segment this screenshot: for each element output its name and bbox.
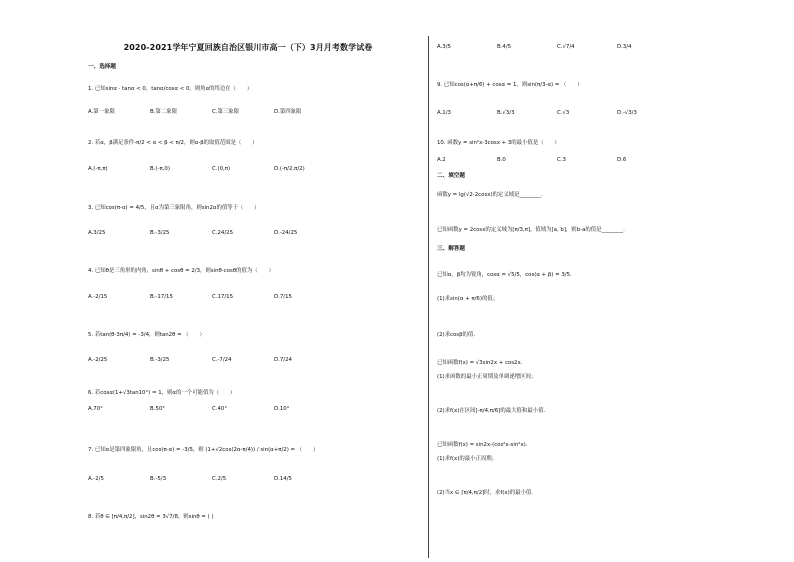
option-a: A.-2/25	[88, 357, 108, 363]
page-title: 2020-2021学年宁夏回族自治区银川市高一（下）3月月考数学试卷	[123, 43, 373, 52]
left-column	[88, 0, 418, 562]
option-b: B.第二象限	[150, 109, 177, 115]
question-1: 1. 已知sinα · tanα < 0，tanα/cosα < 0，则角α的终边在（ ）	[88, 86, 253, 92]
option-c: C.3	[557, 157, 566, 163]
option-d: D.(-π/2,π/2)	[274, 166, 305, 172]
question-9: 9. 已知cos(α+π/6) + cosα = 1，则sin(π/3-α) = （ ）	[437, 82, 583, 88]
question-6-options	[88, 406, 408, 414]
question-5: 5. 若tan(θ-3π/4) = -3/4，则tan2θ = （ ）	[88, 332, 205, 338]
question-4: 4. 已知θ是三角形的内角，sinθ + cosθ = 2/3，则sinθ-cosθ的值为（ ）	[88, 268, 274, 274]
option-c: C.第三象限	[212, 109, 240, 115]
section-fill-heading: 二、填空题	[437, 173, 465, 179]
solve-question-3-part-2: (2)当x ∈ [π/4,π/2]时，求f(x)的最小值.	[437, 490, 533, 496]
question-7-options	[88, 476, 408, 484]
option-b: B.-3/25	[150, 357, 170, 363]
column-divider	[428, 36, 429, 558]
option-b: B.-3/25	[150, 230, 170, 236]
option-b: B.0	[497, 157, 506, 163]
option-c: C.17/15	[212, 294, 234, 300]
option-d: D.7/15	[274, 294, 292, 300]
question-7: 7. 已知α是第四象限角，且cos(π-α) = -3/5，则 (1+√2cos(2α-π/4)) / sin(α+π/2) = （ ）	[88, 447, 319, 453]
solve-question-1-part-1: (1)求sin(α + π/6)的值；	[437, 296, 499, 302]
option-d: D.7/24	[274, 357, 292, 363]
question-1-options	[88, 107, 408, 115]
solve-question-2: 已知函数f(x) = √3sin2x + cos2x.	[437, 360, 523, 366]
option-c: C.2/5	[212, 476, 227, 482]
solve-question-3-part-1: (1)求f(x)的最小正周期；	[437, 456, 498, 462]
option-c: C.(0,π)	[212, 166, 231, 172]
question-4-options	[88, 294, 408, 302]
option-a: A.1/3	[437, 110, 451, 116]
option-b: B.√3/3	[497, 110, 515, 116]
question-8-options	[437, 44, 707, 52]
option-b: B.(-π,0)	[150, 166, 170, 172]
solve-question-2-part-2: (2)求f(x)在区间[-π/4,π/6]的最大值和最小值.	[437, 408, 546, 414]
option-b: B.4/5	[497, 44, 512, 50]
option-d: D.-√3/3	[617, 110, 637, 116]
option-a: A.3/5	[437, 44, 451, 50]
option-d: D.14/5	[274, 476, 292, 482]
question-6: 6. 若cosα(1+√3tan10°) = 1，则α的一个可能值为（ ）	[88, 390, 236, 396]
option-d: D.6	[617, 157, 627, 163]
option-a: A.2	[437, 157, 446, 163]
fill-question-1: 函数y = lg(√2-2cosx)的定义域是________.	[437, 192, 543, 198]
solve-question-1: 已知α，β均为锐角，cosα = √5/5，cos(α + β) = 3/5.	[437, 272, 572, 278]
option-d: D.第四象限	[274, 109, 302, 115]
question-10: 10. 函数y = sin²x-3cosx + 3的最小值是（ ）	[437, 140, 560, 146]
option-b: B.-5/3	[150, 476, 167, 482]
option-a: A.(-π,π)	[88, 166, 108, 172]
question-8: 8. 若θ ∈ [π/4,π/2]，sin2θ = 3√7/8，则sinθ = ( )	[88, 514, 214, 520]
section-choice-heading: 一、选择题	[88, 64, 116, 70]
option-d: D.-24/25	[274, 230, 298, 236]
option-c: C.24/25	[212, 230, 234, 236]
option-a: A.70°	[88, 406, 103, 412]
right-column	[437, 0, 707, 562]
question-2: 2. 若α，β满足条件-π/2 < α < β < π/2，则α-β的取值范围是（ ）	[88, 140, 258, 146]
option-c: C.-7/24	[212, 357, 232, 363]
option-c: C.√3	[557, 110, 570, 116]
solve-question-3: 已知函数f(x) = sin2x-(cos²x-sin²x).	[437, 442, 528, 448]
option-a: A.3/25	[88, 230, 106, 236]
section-solve-heading: 三、解答题	[437, 246, 465, 252]
solve-question-1-part-2: (2)求cosβ的值.	[437, 332, 476, 338]
question-3: 3. 已知cos(π-α) = 4/5，且α为第三象限角，则sin2α的值等于（ ）	[88, 205, 260, 211]
question-3-options	[88, 230, 408, 238]
question-10-options	[437, 157, 707, 165]
option-c: C.√7/4	[557, 44, 575, 50]
option-c: C.40°	[212, 406, 228, 412]
solve-question-2-part-1: (1)求函数的最小正周期及单调递增区间；	[437, 374, 537, 380]
option-b: B.-17/15	[150, 294, 173, 300]
option-d: D.3/4	[617, 44, 632, 50]
option-b: B.50°	[150, 406, 165, 412]
option-d: D.10°	[274, 406, 290, 412]
question-2-options	[88, 166, 408, 174]
option-a: A.第一象限	[88, 109, 115, 115]
option-a: A.-2/5	[88, 476, 104, 482]
option-a: A.-2/15	[88, 294, 108, 300]
question-5-options	[88, 357, 408, 365]
question-9-options	[437, 110, 707, 118]
fill-question-2: 已知函数y = 2cosx的定义域为[π/3,π]，值域为[a, b]，则b-a的值是________.	[437, 227, 625, 233]
